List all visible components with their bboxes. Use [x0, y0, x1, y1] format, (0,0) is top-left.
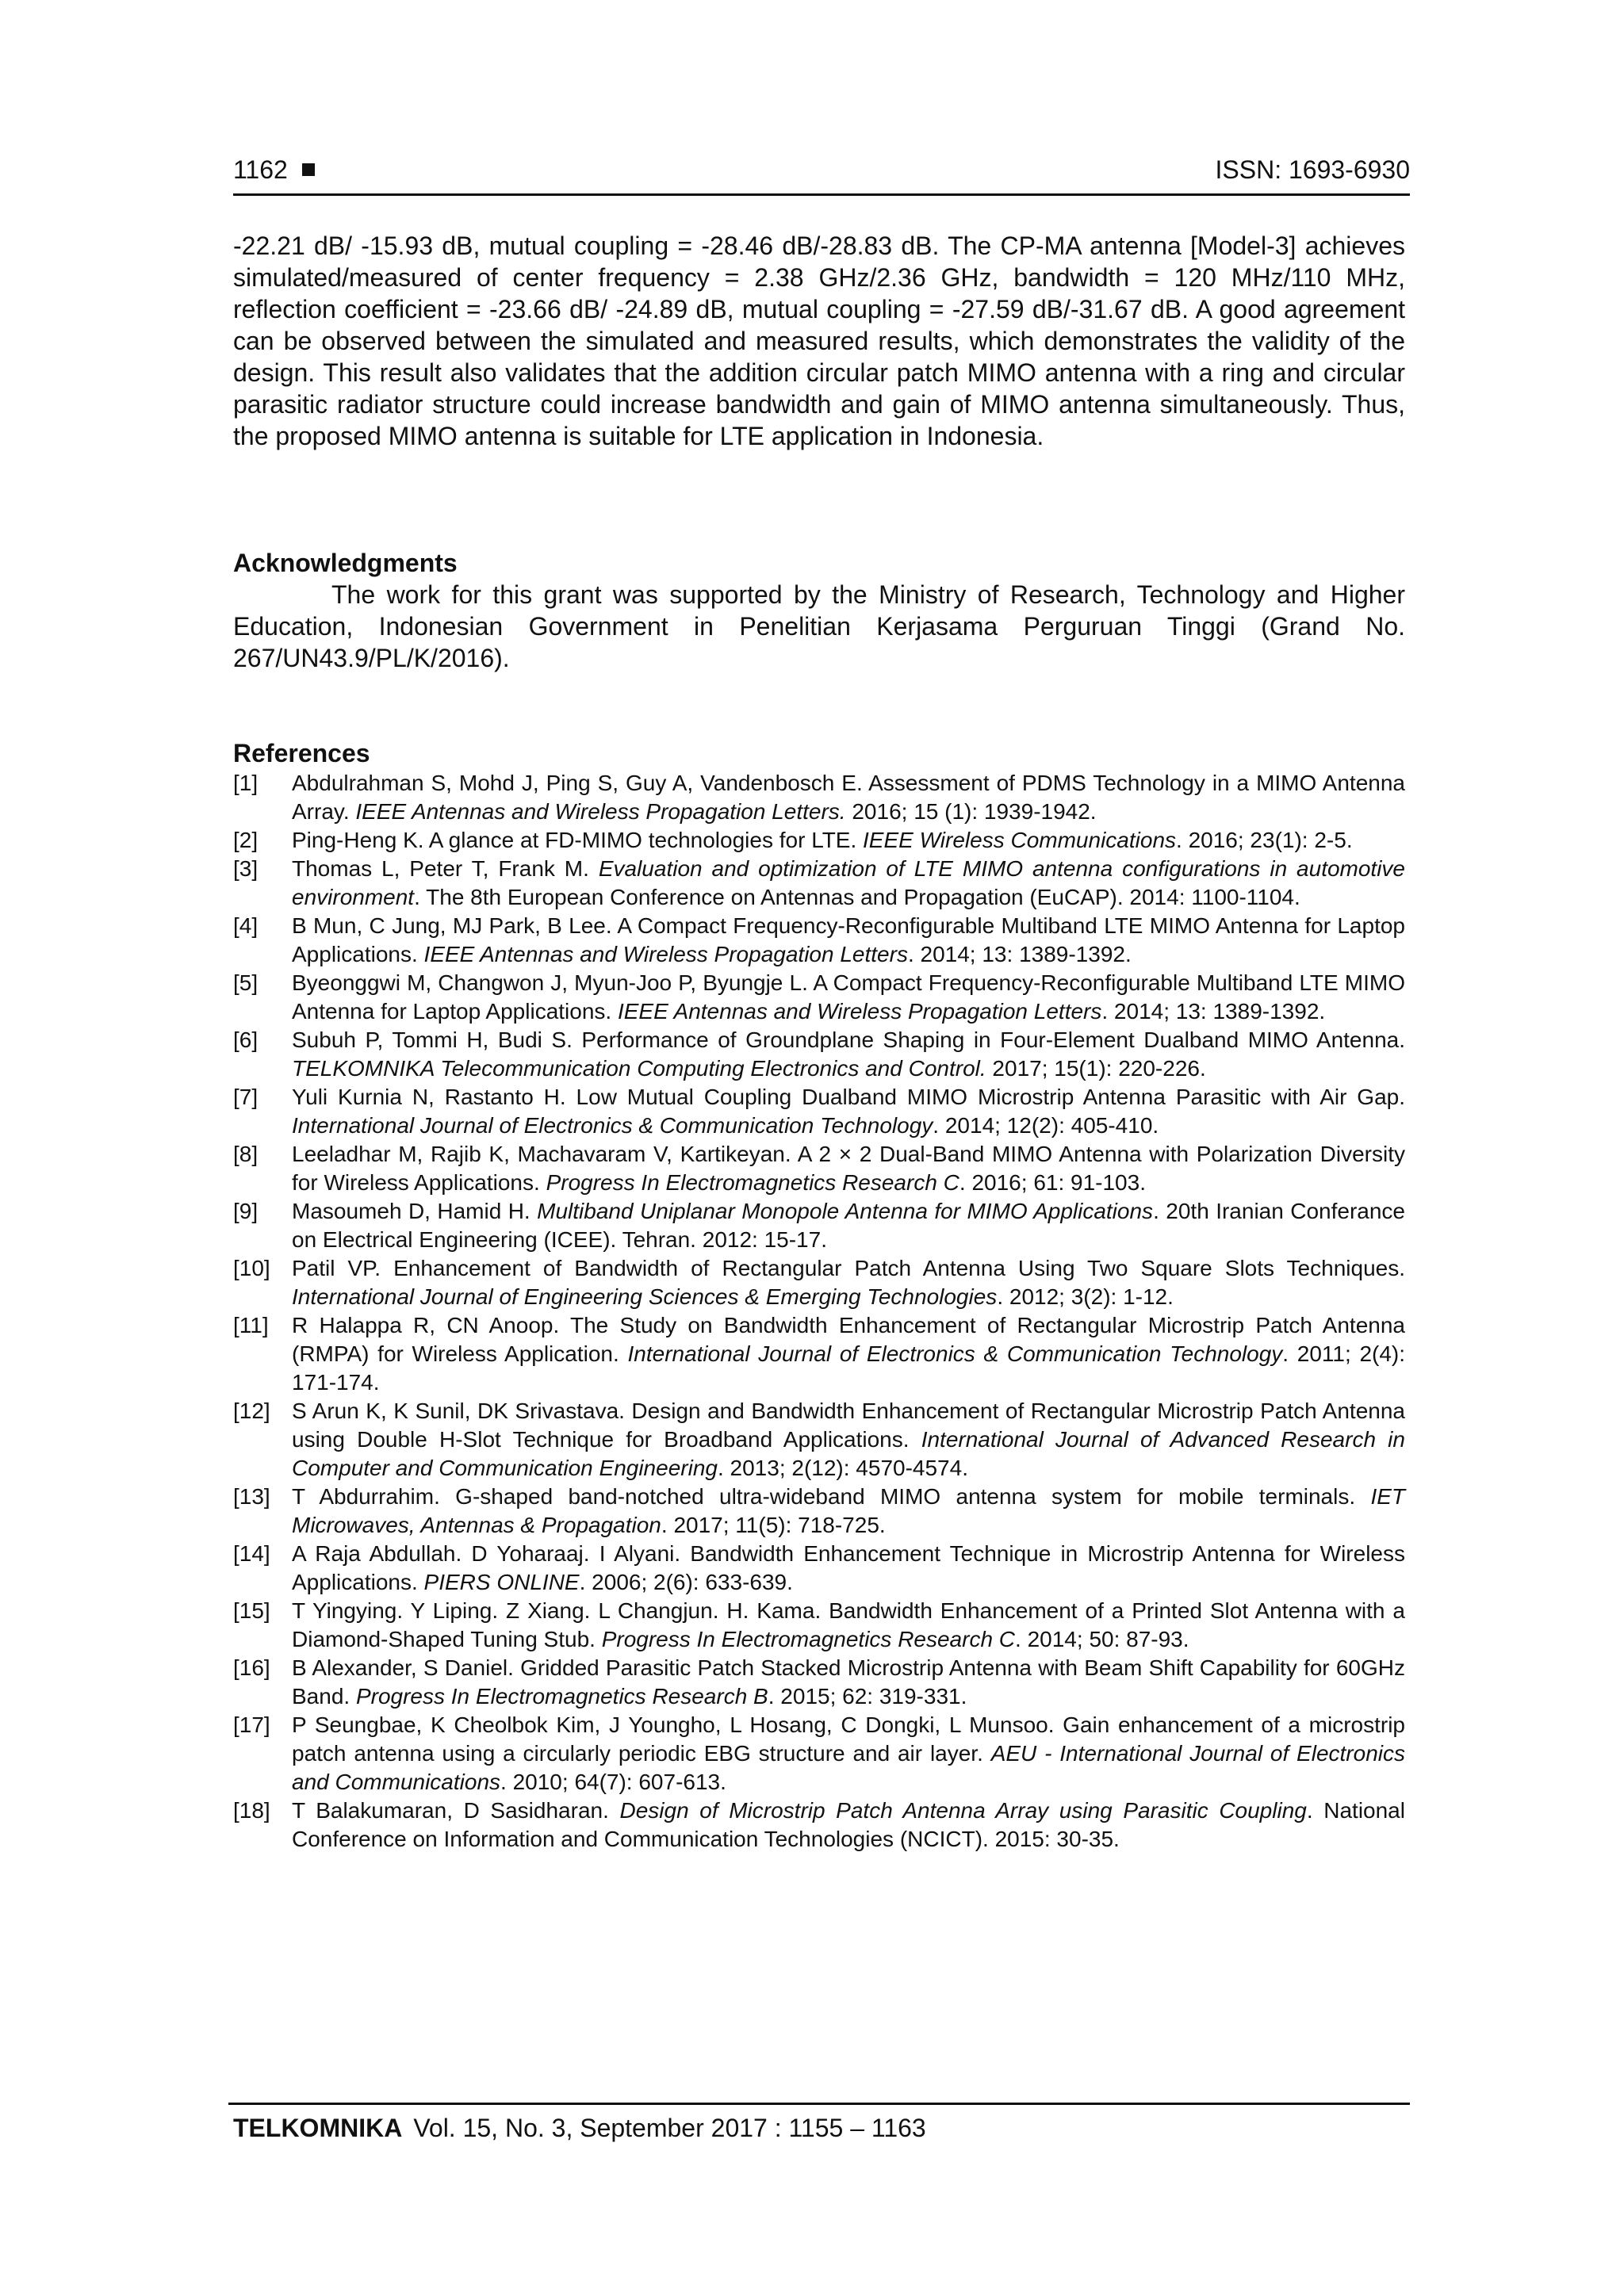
reference-text [292, 1083, 1405, 1140]
reference-authors-title: Abdulrahman S, Mohd J, Ping S, Guy A, Vandenbosch E. Assessment of PDMS Technology in a MIMO Antenna Array. [292, 771, 1405, 824]
reference-details: . 2014; 13: 1389-1392. [1101, 999, 1326, 1024]
reference-venue: International Journal of Electronics & Communication Technology [627, 1341, 1283, 1366]
reference-item [233, 1254, 1405, 1311]
reference-number: [6] [233, 1027, 259, 1052]
reference-venue: Multiband Uniplanar Monopole Antenna for MIMO Applications [537, 1199, 1154, 1223]
acknowledgments-heading: Acknowledgments [233, 549, 458, 577]
reference-authors-title: A Raja Abdullah. D Yoharaaj. I Alyani. Bandwidth Enhancement Technique in Microstrip Antenna for Wireless Applications. [292, 1541, 1405, 1594]
reference-item [233, 1140, 1405, 1197]
reference-details: . 2014; 50: 87-93. [1015, 1627, 1189, 1651]
reference-venue: IEEE Antennas and Wireless Propagation Letters. [355, 799, 846, 824]
reference-number: [4] [233, 913, 259, 938]
reference-authors-title: T Abdurrahim. G-shaped band-notched ultra-wideband MIMO antenna system for mobile terminals. [292, 1484, 1371, 1509]
reference-details: . 2016; 23(1): 2-5. [1176, 828, 1353, 852]
references-list [233, 769, 1405, 1854]
reference-number: [16] [233, 1655, 270, 1680]
reference-text [292, 1397, 1405, 1483]
footer-divider [228, 2103, 1410, 2105]
references-heading: References [233, 739, 370, 767]
reference-number: [14] [233, 1541, 270, 1566]
reference-details: . The 8th European Conference on Antennas and Propagation (EuCAP). 2014: 1100-1104. [414, 885, 1300, 909]
reference-details: . 2013; 2(12): 4570-4574. [717, 1456, 968, 1480]
reference-text [292, 1711, 1405, 1797]
reference-item [233, 826, 1405, 855]
page-footer [233, 2112, 926, 2144]
reference-text [292, 1654, 1405, 1711]
reference-number: [17] [233, 1712, 270, 1737]
reference-number: [3] [233, 856, 259, 881]
reference-item [233, 1397, 1405, 1483]
reference-venue: IEEE Wireless Communications [863, 828, 1177, 852]
reference-item [233, 769, 1405, 826]
reference-details: 2016; 15 (1): 1939-1942. [845, 799, 1097, 824]
reference-venue: TELKOMNIKA Telecommunication Computing Electronics and Control. [292, 1056, 986, 1081]
reference-item [233, 1540, 1405, 1597]
reference-number: [11] [233, 1313, 269, 1337]
reference-venue: International Journal of Electronics & Communication Technology [292, 1113, 933, 1138]
reference-text [292, 1311, 1405, 1397]
reference-authors-title: Leeladhar M, Rajib K, Machavaram V, Kartikeyan. A 2 × 2 Dual-Band MIMO Antenna with Polarization Diversity for Wireless Applications. [292, 1142, 1405, 1195]
reference-item [233, 1711, 1405, 1797]
reference-number: [8] [233, 1142, 259, 1166]
reference-venue: IEEE Antennas and Wireless Propagation Letters [423, 942, 908, 966]
reference-text [292, 1140, 1405, 1197]
reference-authors-title: Byeonggwi M, Changwon J, Myun-Joo P, Byungje L. A Compact Frequency-Reconfigurable Multiband LTE MIMO Antenna for Laptop Applications. [292, 970, 1405, 1024]
reference-number: [9] [233, 1199, 259, 1223]
reference-venue: AEU - International Journal of Electronics and Communications [292, 1741, 1405, 1794]
reference-authors-title: Ping-Heng K. A glance at FD-MIMO technologies for LTE. [292, 828, 864, 852]
reference-text [292, 1597, 1405, 1654]
reference-authors-title: Yuli Kurnia N, Rastanto H. Low Mutual Coupling Dualband MIMO Microstrip Antenna Parasitic with Air Gap. [292, 1085, 1405, 1109]
reference-authors-title: P Seungbae, K Cheolbok Kim, J Youngho, L Hosang, C Dongki, L Munsoo. Gain enhancement of a microstrip patch antenna using a circularly periodic EBG structure and air layer. [292, 1712, 1405, 1766]
reference-number: [10] [233, 1256, 270, 1280]
header-divider [233, 193, 1410, 196]
reference-details: . National Conference on Information and Communication Technologies (NCICT). 2015: 30-35. [292, 1798, 1405, 1851]
reference-number: [7] [233, 1085, 259, 1109]
reference-details: . 2017; 11(5): 718-725. [661, 1513, 886, 1537]
reference-authors-title: S Arun K, K Sunil, DK Srivastava. Design and Bandwidth Enhancement of Rectangular Microstrip Patch Antenna using Double H-Slot Technique for Broadband Applications. [292, 1399, 1405, 1452]
page-number-group [233, 155, 315, 185]
reference-number: [1] [233, 771, 259, 795]
acknowledgments-section [233, 547, 1405, 674]
reference-text [292, 912, 1405, 969]
acknowledgments-text: The work for this grant was supported by the Ministry of Research, Technology and Higher Education, Indonesian Government in Penelitian Kerjasama Perguruan Tinggi (Grand No. 267/UN43.9/PL/K/2016). [233, 580, 1405, 672]
reference-item [233, 1654, 1405, 1711]
reference-venue: Progress In Electromagnetics Research C [601, 1627, 1016, 1651]
reference-details: . 2010; 64(7): 607-613. [500, 1770, 726, 1794]
reference-item [233, 1026, 1405, 1083]
references-section [233, 737, 1405, 1854]
reference-text [292, 969, 1405, 1026]
reference-venue: IET Microwaves, Antennas & Propagation [292, 1484, 1405, 1537]
reference-authors-title: B Alexander, S Daniel. Gridded Parasitic Patch Stacked Microstrip Antenna with Beam Shift Capability for 60GHz Band. [292, 1655, 1405, 1709]
reference-number: [5] [233, 970, 259, 995]
reference-venue: Design of Microstrip Patch Antenna Array using Parasitic Coupling [619, 1798, 1307, 1823]
square-bullet-icon [302, 163, 315, 176]
reference-text [292, 1483, 1405, 1540]
page-header [233, 155, 1410, 185]
reference-item [233, 1597, 1405, 1654]
reference-item [233, 969, 1405, 1026]
reference-details: . 2016; 61: 91-103. [959, 1170, 1146, 1195]
reference-venue: Evaluation and optimization of LTE MIMO antenna configurations in automotive environment [292, 856, 1406, 909]
reference-number: [15] [233, 1598, 270, 1623]
reference-number: [18] [233, 1798, 270, 1823]
reference-text [292, 1797, 1405, 1854]
reference-details: . 2006; 2(6): 633-639. [579, 1570, 793, 1594]
reference-text [292, 826, 1405, 855]
reference-text [292, 1026, 1405, 1083]
issn-label: ISSN: 1693-6930 [1215, 155, 1410, 184]
reference-details: . 20th Iranian Conferance on Electrical Engineering (ICEE). Tehran. 2012: 15-17. [292, 1199, 1405, 1252]
reference-details: . 2015; 62: 319-331. [768, 1684, 967, 1709]
reference-text [292, 855, 1405, 912]
reference-authors-title: R Halappa R, CN Anoop. The Study on Bandwidth Enhancement of Rectangular Microstrip Patch Antenna (RMPA) for Wireless Application. [292, 1313, 1405, 1366]
reference-venue: PIERS ONLINE [423, 1570, 580, 1594]
reference-number: [2] [233, 828, 259, 852]
reference-item [233, 1797, 1405, 1854]
reference-authors-title: B Mun, C Jung, MJ Park, B Lee. A Compact Frequency-Reconfigurable Multiband LTE MIMO Antenna for Laptop Applications. [292, 913, 1405, 966]
reference-details: . 2014; 12(2): 405-410. [933, 1113, 1159, 1138]
reference-venue: Progress In Electromagnetics Research B [355, 1684, 768, 1709]
reference-item [233, 1083, 1405, 1140]
body-paragraph: -22.21 dB/ -15.93 dB, mutual coupling = -28.46 dB/-28.83 dB. The CP-MA antenna [Model-3] achieves simulated/measured of center frequency = 2.38 GHz/2.36 GHz, bandwidth = 120 MHz/110 MHz, reflection coefficient = -23.66 dB/ -24.89 dB, mutual coupling = -27.59 dB/-31.67 dB. A good agreement can be observed between the simulated and measured results, which demonstrates the validity of the design. This result also validates that the addition circular patch MIMO antenna with a ring and circular parasitic radiator structure could increase bandwidth and gain of MIMO antenna simultaneously. Thus, the proposed MIMO antenna is suitable for LTE application in Indonesia. [233, 232, 1405, 450]
reference-venue: International Journal of Advanced Research in Computer and Communication Engineering [292, 1427, 1405, 1480]
reference-venue: International Journal of Engineering Sciences & Emerging Technologies [292, 1284, 998, 1309]
reference-details: . 2011; 2(4): 171-174. [292, 1341, 1406, 1395]
reference-text [292, 769, 1405, 826]
reference-details: . 2014; 13: 1389-1392. [907, 942, 1132, 966]
reference-authors-title: Thomas L, Peter T, Frank M. [292, 856, 599, 881]
reference-item [233, 1197, 1405, 1254]
reference-details: . 2012; 3(2): 1-12. [997, 1284, 1174, 1309]
page-number: 1162 [233, 155, 288, 184]
reference-authors-title: Patil VP. Enhancement of Bandwidth of Rectangular Patch Antenna Using Two Square Slots Techniques. [292, 1256, 1405, 1280]
reference-authors-title: Subuh P, Tommi H, Budi S. Performance of Groundplane Shaping in Four-Element Dualband MIMO Antenna. [292, 1027, 1405, 1052]
body-text [233, 230, 1405, 452]
reference-text [292, 1197, 1405, 1254]
reference-item [233, 1311, 1405, 1397]
footer-journal-name: TELKOMNIKA [233, 2114, 403, 2142]
reference-item [233, 1483, 1405, 1540]
reference-text [292, 1540, 1405, 1597]
reference-item [233, 912, 1405, 969]
reference-item [233, 855, 1405, 912]
reference-authors-title: T Balakumaran, D Sasidharan. [292, 1798, 620, 1823]
reference-text [292, 1254, 1405, 1311]
footer-issue-details: Vol. 15, No. 3, September 2017 : 1155 – 1163 [413, 2114, 926, 2142]
reference-number: [13] [233, 1484, 270, 1509]
reference-venue: Progress In Electromagnetics Research C [546, 1170, 959, 1195]
reference-details: 2017; 15(1): 220-226. [986, 1056, 1206, 1081]
reference-number: [12] [233, 1399, 270, 1423]
reference-venue: IEEE Antennas and Wireless Propagation Letters [617, 999, 1102, 1024]
reference-authors-title: T Yingying. Y Liping. Z Xiang. L Changjun. H. Kama. Bandwidth Enhancement of a Printed Slot Antenna with a Diamond-Shaped Tuning Stub. [292, 1598, 1405, 1651]
reference-authors-title: Masoumeh D, Hamid H. [292, 1199, 538, 1223]
